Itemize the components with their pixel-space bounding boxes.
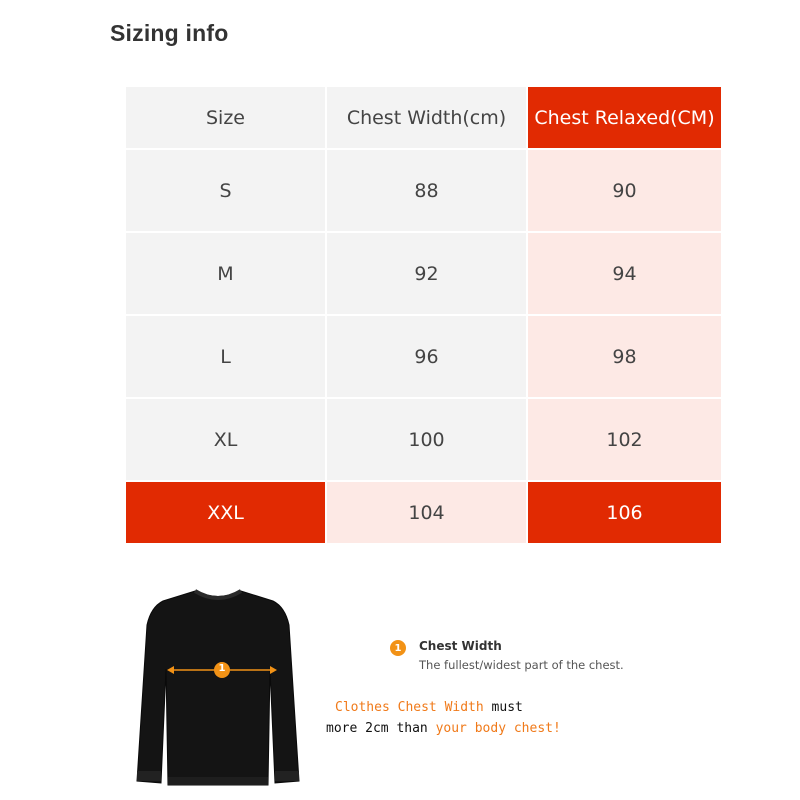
note-text-must: must — [483, 700, 523, 715]
chest-marker-number: 1 — [218, 663, 226, 674]
table-header-size: Size — [126, 87, 325, 148]
page-title: Sizing info — [110, 20, 229, 46]
table-header-chest-width: Chest Width(cm) — [327, 87, 526, 148]
size-cell: M — [126, 233, 325, 314]
note-highlight-body: your body chest! — [435, 721, 561, 736]
chest-width-cell: 96 — [327, 316, 526, 397]
note-highlight-clothes: Clothes Chest Width — [335, 700, 484, 715]
legend-title: Chest Width — [419, 639, 502, 653]
chest-relaxed-cell: 90 — [528, 150, 721, 231]
legend-number-badge: 1 — [390, 640, 406, 656]
chest-relaxed-cell: 106 — [528, 482, 721, 543]
table-header-chest-relaxed: Chest Relaxed(CM) — [528, 87, 721, 148]
chest-width-cell: 92 — [327, 233, 526, 314]
note-text-more: more 2cm than — [326, 721, 436, 736]
chest-width-cell: 104 — [327, 482, 526, 543]
chest-relaxed-cell: 94 — [528, 233, 721, 314]
size-cell: XL — [126, 399, 325, 480]
fit-note — [326, 697, 561, 739]
chest-width-cell: 88 — [327, 150, 526, 231]
long-sleeve-shirt-icon — [133, 585, 305, 790]
size-cell: S — [126, 150, 325, 231]
size-table — [126, 87, 721, 543]
size-cell: L — [126, 316, 325, 397]
legend-description: The fullest/widest part of the chest. — [419, 658, 624, 672]
size-cell: XXL — [126, 482, 325, 543]
chest-relaxed-cell: 98 — [528, 316, 721, 397]
chest-width-cell: 100 — [327, 399, 526, 480]
chest-relaxed-cell: 102 — [528, 399, 721, 480]
shirt-diagram — [133, 585, 305, 790]
